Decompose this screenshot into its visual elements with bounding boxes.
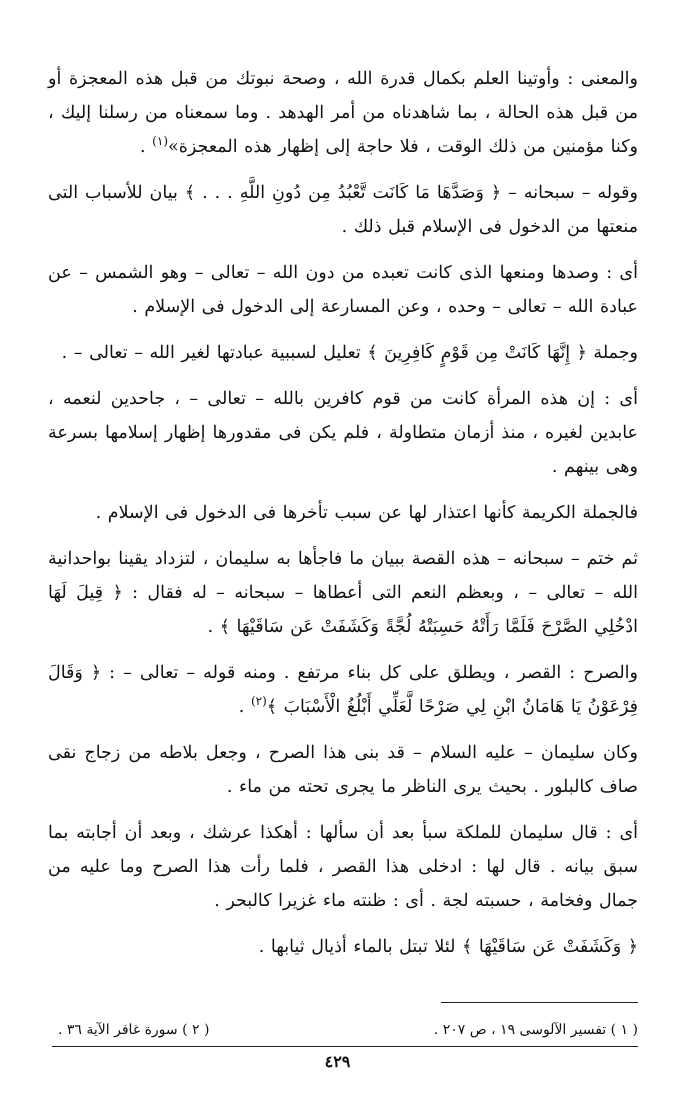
footnote-ref-1: (١) (152, 134, 168, 149)
paragraph-sarh-text: والصرح : القصر ، ويطلق على كل بناء مرتفع . ومنه قوله – تعالى – : ﴿ وَقَالَ فِرْعَوْنُ يَا هَامَانُ ابْنِ لِي صَرْحًا لَّعَلِّي أَبْلُغُ الْأَسْبَابَ ﴾ (48, 663, 638, 717)
paragraph-sarh-end: . (238, 697, 251, 717)
paragraph-explanation-3: أى : قال سليمان للملكة سبأ بعد أن سألها : أهكذا عرشك ، وبعد أن أجابته بما سبق بيانه . قال لها : ادخلى هذا القصر ، فلما رأت هذا الصرح وما عليه من جمال وفخامة ، حسبته لجة . أى : ظنته ماء غزيرا كالبحر . (48, 823, 638, 911)
footnotes (58, 1018, 638, 1042)
page-bottom-divider (52, 1046, 638, 1047)
footnote-divider (441, 1002, 638, 1003)
paragraph-solomon: وكان سليمان – عليه السلام – قد بنى هذا الصرح ، وجعل بلاطه من زجاج نقى صاف كالبلور . بحيث يرى الناظر ما يجرى تحته من ماء . (48, 743, 638, 797)
footnote-2: ( ٢ ) سورة غافر الآية ٣٦ . (58, 1022, 210, 1038)
paragraph-sentence: وجملة ﴿ إِنَّهَا كَانَتْ مِن قَوْمٍ كَافِرِينَ ﴾ تعليل لسببية عبادتها لغير الله – تعالى – . (61, 343, 638, 363)
footnote-1: ( ١ ) تفسير الآلوسى ١٩ ، ص ٢٠٧ . (433, 1022, 638, 1038)
paragraph-conclusion: ثم ختم – سبحانه – هذه القصة ببيان ما فاجأها به سليمان ، لتزداد يقينا بواحدانية الله – تعالى – ، وبعظم النعم التى أعطاها – سبحانه – له فقال : ﴿ قِيلَ لَهَا ادْخُلِي الصَّرْحَ فَلَمَّا رَأَتْهُ حَسِبَتْهُ لُجَّةً وَكَشَفَتْ عَن سَاقَيْهَا ﴾ . (48, 549, 638, 637)
paragraph-explanation-1: أى : وصدها ومنعها الذى كانت تعبده من دون الله – تعالى – وهو الشمس – عن عبادة الله – تعالى – وحده ، وعن المسارعة إلى الدخول فى الإسلام . (48, 263, 638, 317)
footnote-ref-2: (٢) (250, 694, 267, 709)
paragraph-meaning-text: والمعنى : وأوتينا العلم بكمال قدرة الله ، وصحة نبوتك من قبل هذه المعجزة أو من قبل هذه الحالة ، بما شاهدناه من أمر الهدهد . وما سمعناه من رسلنا إليك ، وكنا مؤمنين من ذلك الوقت ، فلا حاجة إلى إظهار هذه المعجزة» (48, 69, 638, 157)
page-number: ٤٢٩ (324, 1052, 351, 1071)
page-body (48, 62, 638, 976)
paragraph-explanation-2: أى : إن هذه المرأة كانت من قوم كافرين بالله – تعالى – ، جاحدين لنعمه ، عابدين لغيره ، منذ أزمان متطاولة ، فلم يكن فى مقدورها إظهار إسلامها بسرعة وهى بينهم . (48, 389, 638, 477)
paragraph-excuse: فالجملة الكريمة كأنها اعتذار لها عن سبب تأخرها فى الدخول فى الإسلام . (95, 503, 638, 523)
paragraph-saying: وقوله – سبحانه – ﴿ وَصَدَّهَا مَا كَانَت تَّعْبُدُ مِن دُونِ اللَّهِ . . . ﴾ بيان للأسباب التى منعتها من الدخول فى الإسلام قبل ذلك . (48, 183, 638, 237)
paragraph-meaning-end: . (140, 137, 153, 157)
paragraph-sarh (48, 656, 638, 724)
paragraph-meaning (48, 62, 638, 164)
paragraph-final: ﴿ وَكَشَفَتْ عَن سَاقَيْهَا ﴾ لئلا تبتل بالماء أذيال ثيابها . (258, 937, 638, 957)
